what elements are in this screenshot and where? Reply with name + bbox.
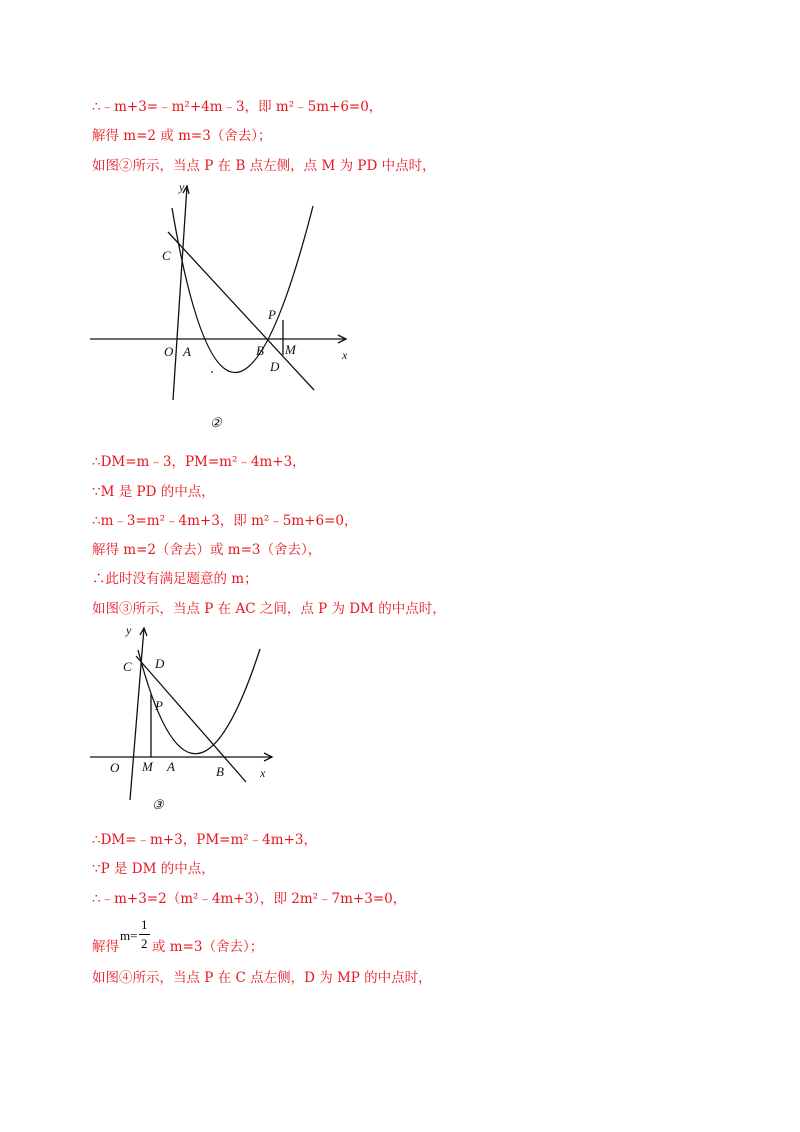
midpoint-line-2: ∵P 是 DM 的中点， — [92, 861, 215, 877]
label-d: D — [155, 656, 165, 671]
equation-line-3: ∴﹣m+3=2（m²﹣4m+3），即 2m²﹣7m+3=0， — [92, 891, 407, 907]
label-a: A — [167, 759, 175, 774]
fraction-bar — [139, 934, 150, 935]
caption-2: ② — [210, 415, 222, 430]
equation-line-1: ∴﹣m+3=﹣m²+4m﹣3，即 m²﹣5m+6=0， — [92, 99, 383, 115]
label-b: B — [216, 764, 224, 779]
figure-2 — [88, 178, 358, 437]
label-y: y — [179, 180, 185, 194]
label-a: A — [183, 344, 191, 359]
dm-pm-line-2: ∴DM=﹣m+3，PM=m²﹣4m+3， — [92, 832, 317, 848]
y-axis — [130, 628, 144, 800]
label-o: O — [164, 344, 174, 359]
dm-pm-line-1: ∴DM=m﹣3，PM=m²﹣4m+3， — [92, 454, 306, 470]
fraction-lhs: m= — [120, 928, 138, 943]
figure-3 — [88, 620, 288, 819]
label-m: M — [285, 342, 296, 357]
label-c: C — [162, 248, 171, 263]
caption-3: ③ — [152, 797, 164, 812]
line-cb — [168, 232, 314, 390]
solution-prefix: 解得 — [92, 939, 119, 955]
label-m: M — [142, 759, 153, 774]
label-x: x — [260, 766, 266, 780]
label-c: C — [123, 659, 132, 674]
label-b: B — [256, 343, 264, 358]
case-figure2-intro: 如图②所示，当点 P 在 B 点左侧，点 M 为 PD 中点时， — [92, 158, 436, 174]
solution-line-2: 解得 m=2（舍去）或 m=3（舍去）， — [92, 542, 322, 558]
case-figure3-intro: 如图③所示，当点 P 在 AC 之间，点 P 为 DM 的中点时， — [92, 601, 446, 617]
y-axis — [173, 186, 187, 400]
label-d: D — [270, 359, 280, 374]
label-p: P — [268, 307, 276, 322]
label-x: x — [342, 348, 348, 362]
label-y: y — [126, 623, 132, 637]
equation-line-2: ∴m﹣3=m²﹣4m+3，即 m²﹣5m+6=0， — [92, 513, 358, 529]
fraction-numerator: 1 — [141, 917, 148, 932]
case-figure4-intro: 如图④所示，当点 P 在 C 点左侧，D 为 MP 的中点时， — [92, 970, 432, 986]
solution-suffix: 或 m=3（舍去）； — [152, 939, 264, 955]
solution-line-1: 解得 m=2 或 m=3（舍去）； — [92, 128, 272, 144]
fraction-denominator: 2 — [141, 936, 148, 951]
midpoint-line-1: ∵M 是 PD 的中点， — [92, 484, 215, 500]
label-p: P — [155, 698, 163, 713]
conclusion-line: ∴此时没有满足题意的 m； — [92, 571, 258, 587]
label-o: O — [110, 760, 120, 775]
